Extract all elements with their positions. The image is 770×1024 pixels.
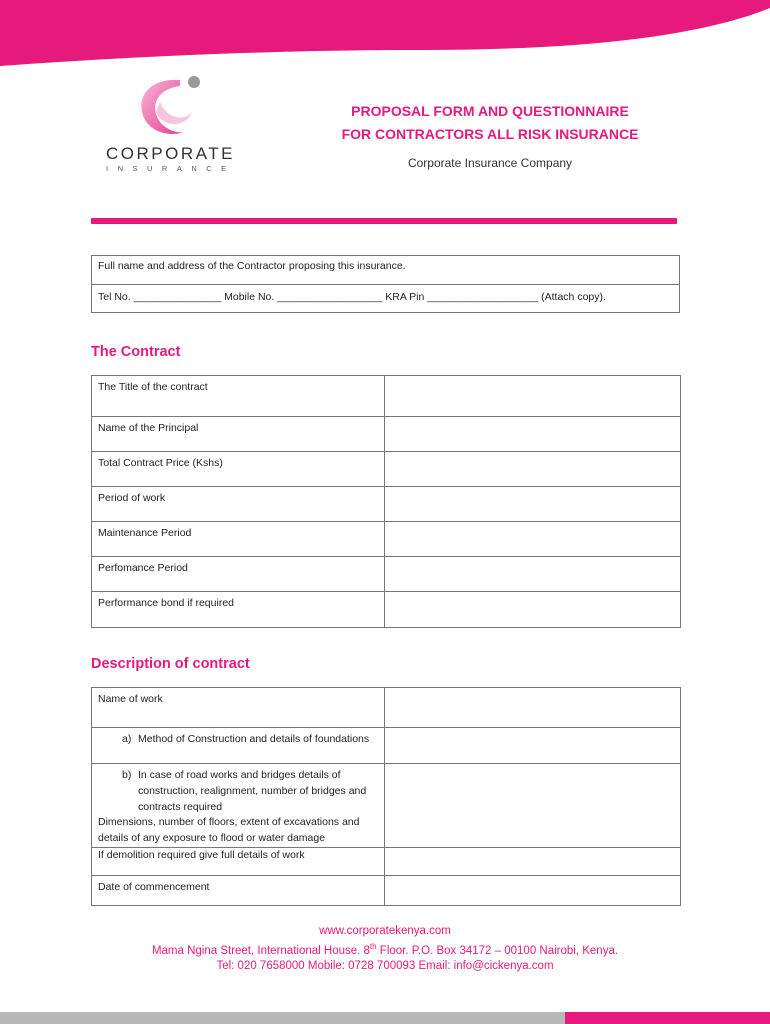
header-wave-shape: [0, 0, 770, 66]
company-name: Corporate Insurance Company: [407, 156, 573, 170]
table-row: [92, 875, 681, 905]
table-row: [92, 557, 681, 592]
principal-name-input[interactable]: [385, 417, 681, 452]
table-row: [92, 688, 681, 728]
performance-period-input[interactable]: [385, 557, 681, 592]
commencement-date-label: Date of commencement: [92, 875, 385, 905]
footer-contacts: Tel: 020 7658000 Mobile: 0728 700093 Email: info@cickenya.com: [216, 960, 554, 972]
table-row: [92, 764, 681, 848]
company-logo: [100, 72, 240, 182]
item-b-text: In case of road works and bridges details of construction, realignment, number of bridges and contracts required: [138, 769, 367, 813]
table-row: [92, 452, 681, 487]
performance-period-label: Perfomance Period: [92, 557, 385, 592]
header-divider-bar: [91, 218, 677, 224]
construction-method-input[interactable]: [385, 728, 681, 764]
footer-address-superscript: th: [369, 942, 377, 951]
footer-address-start: Mama Ngina Street, International House. 8: [151, 944, 370, 957]
form-title-line-2: FOR CONTRACTORS ALL RISK INSURANCE: [341, 126, 639, 142]
contract-price-label: Total Contract Price (Kshs): [92, 452, 385, 487]
description-section-heading: Description of contract: [91, 656, 250, 672]
item-b-marker: b): [122, 769, 132, 781]
footer-strip: [0, 1012, 770, 1024]
contractor-info-box: [91, 255, 680, 313]
contract-title-input[interactable]: [385, 376, 681, 417]
principal-name-label: Name of the Principal: [92, 417, 385, 452]
table-row: [92, 592, 681, 628]
performance-bond-input[interactable]: [385, 592, 681, 628]
dimensions-label: Dimensions, number of floors, extent of excavations and details of any exposure to flood or water damage: [98, 816, 360, 844]
table-row: [92, 417, 681, 452]
contractor-contact-field[interactable]: Tel No. _______________ Mobile No. __________________ KRA Pin ___________________ (Attach copy).: [98, 291, 606, 303]
table-row: [92, 522, 681, 557]
commencement-date-input[interactable]: [385, 875, 681, 905]
logo-swirl-icon: [132, 72, 222, 142]
item-a-text: Method of Construction and details of foundations: [138, 733, 370, 745]
period-of-work-label: Period of work: [92, 487, 385, 522]
form-title-line-1: PROPOSAL FORM AND QUESTIONNAIRE: [351, 103, 629, 119]
footer-website-link[interactable]: www.corporatekenya.com: [319, 925, 451, 937]
logo-subtitle: INSURANCE: [106, 164, 236, 173]
demolition-label: If demolition required give full details of work: [92, 847, 385, 875]
construction-method-label: [92, 728, 385, 764]
maintenance-period-input[interactable]: [385, 522, 681, 557]
name-of-work-input[interactable]: [385, 688, 681, 728]
contract-title-label: The Title of the contract: [92, 376, 385, 417]
table-row: [92, 376, 681, 417]
demolition-input[interactable]: [385, 847, 681, 875]
description-table: [91, 687, 681, 906]
name-of-work-label: Name of work: [92, 688, 385, 728]
period-of-work-input[interactable]: [385, 487, 681, 522]
road-works-label: [92, 764, 385, 848]
contract-table: [91, 375, 681, 628]
road-works-input[interactable]: [385, 764, 681, 848]
contractor-name-address-field[interactable]: Full name and address of the Contractor proposing this insurance.: [92, 256, 679, 285]
maintenance-period-label: Maintenance Period: [92, 522, 385, 557]
footer-address-end: Floor. P.O. Box 34172 – 00100 Nairobi, Kenya.: [376, 944, 619, 957]
logo-wordmark: CORPORATE: [106, 144, 235, 163]
table-row: [92, 728, 681, 764]
header-wave-decoration: [0, 0, 770, 70]
footer-address: [0, 942, 770, 957]
table-row: [92, 487, 681, 522]
footer-strip-accent: [565, 1012, 770, 1024]
contract-section-heading: The Contract: [91, 344, 181, 360]
item-a-marker: a): [122, 733, 132, 745]
contract-price-input[interactable]: [385, 452, 681, 487]
performance-bond-label: Performance bond if required: [92, 592, 385, 628]
table-row: [92, 847, 681, 875]
